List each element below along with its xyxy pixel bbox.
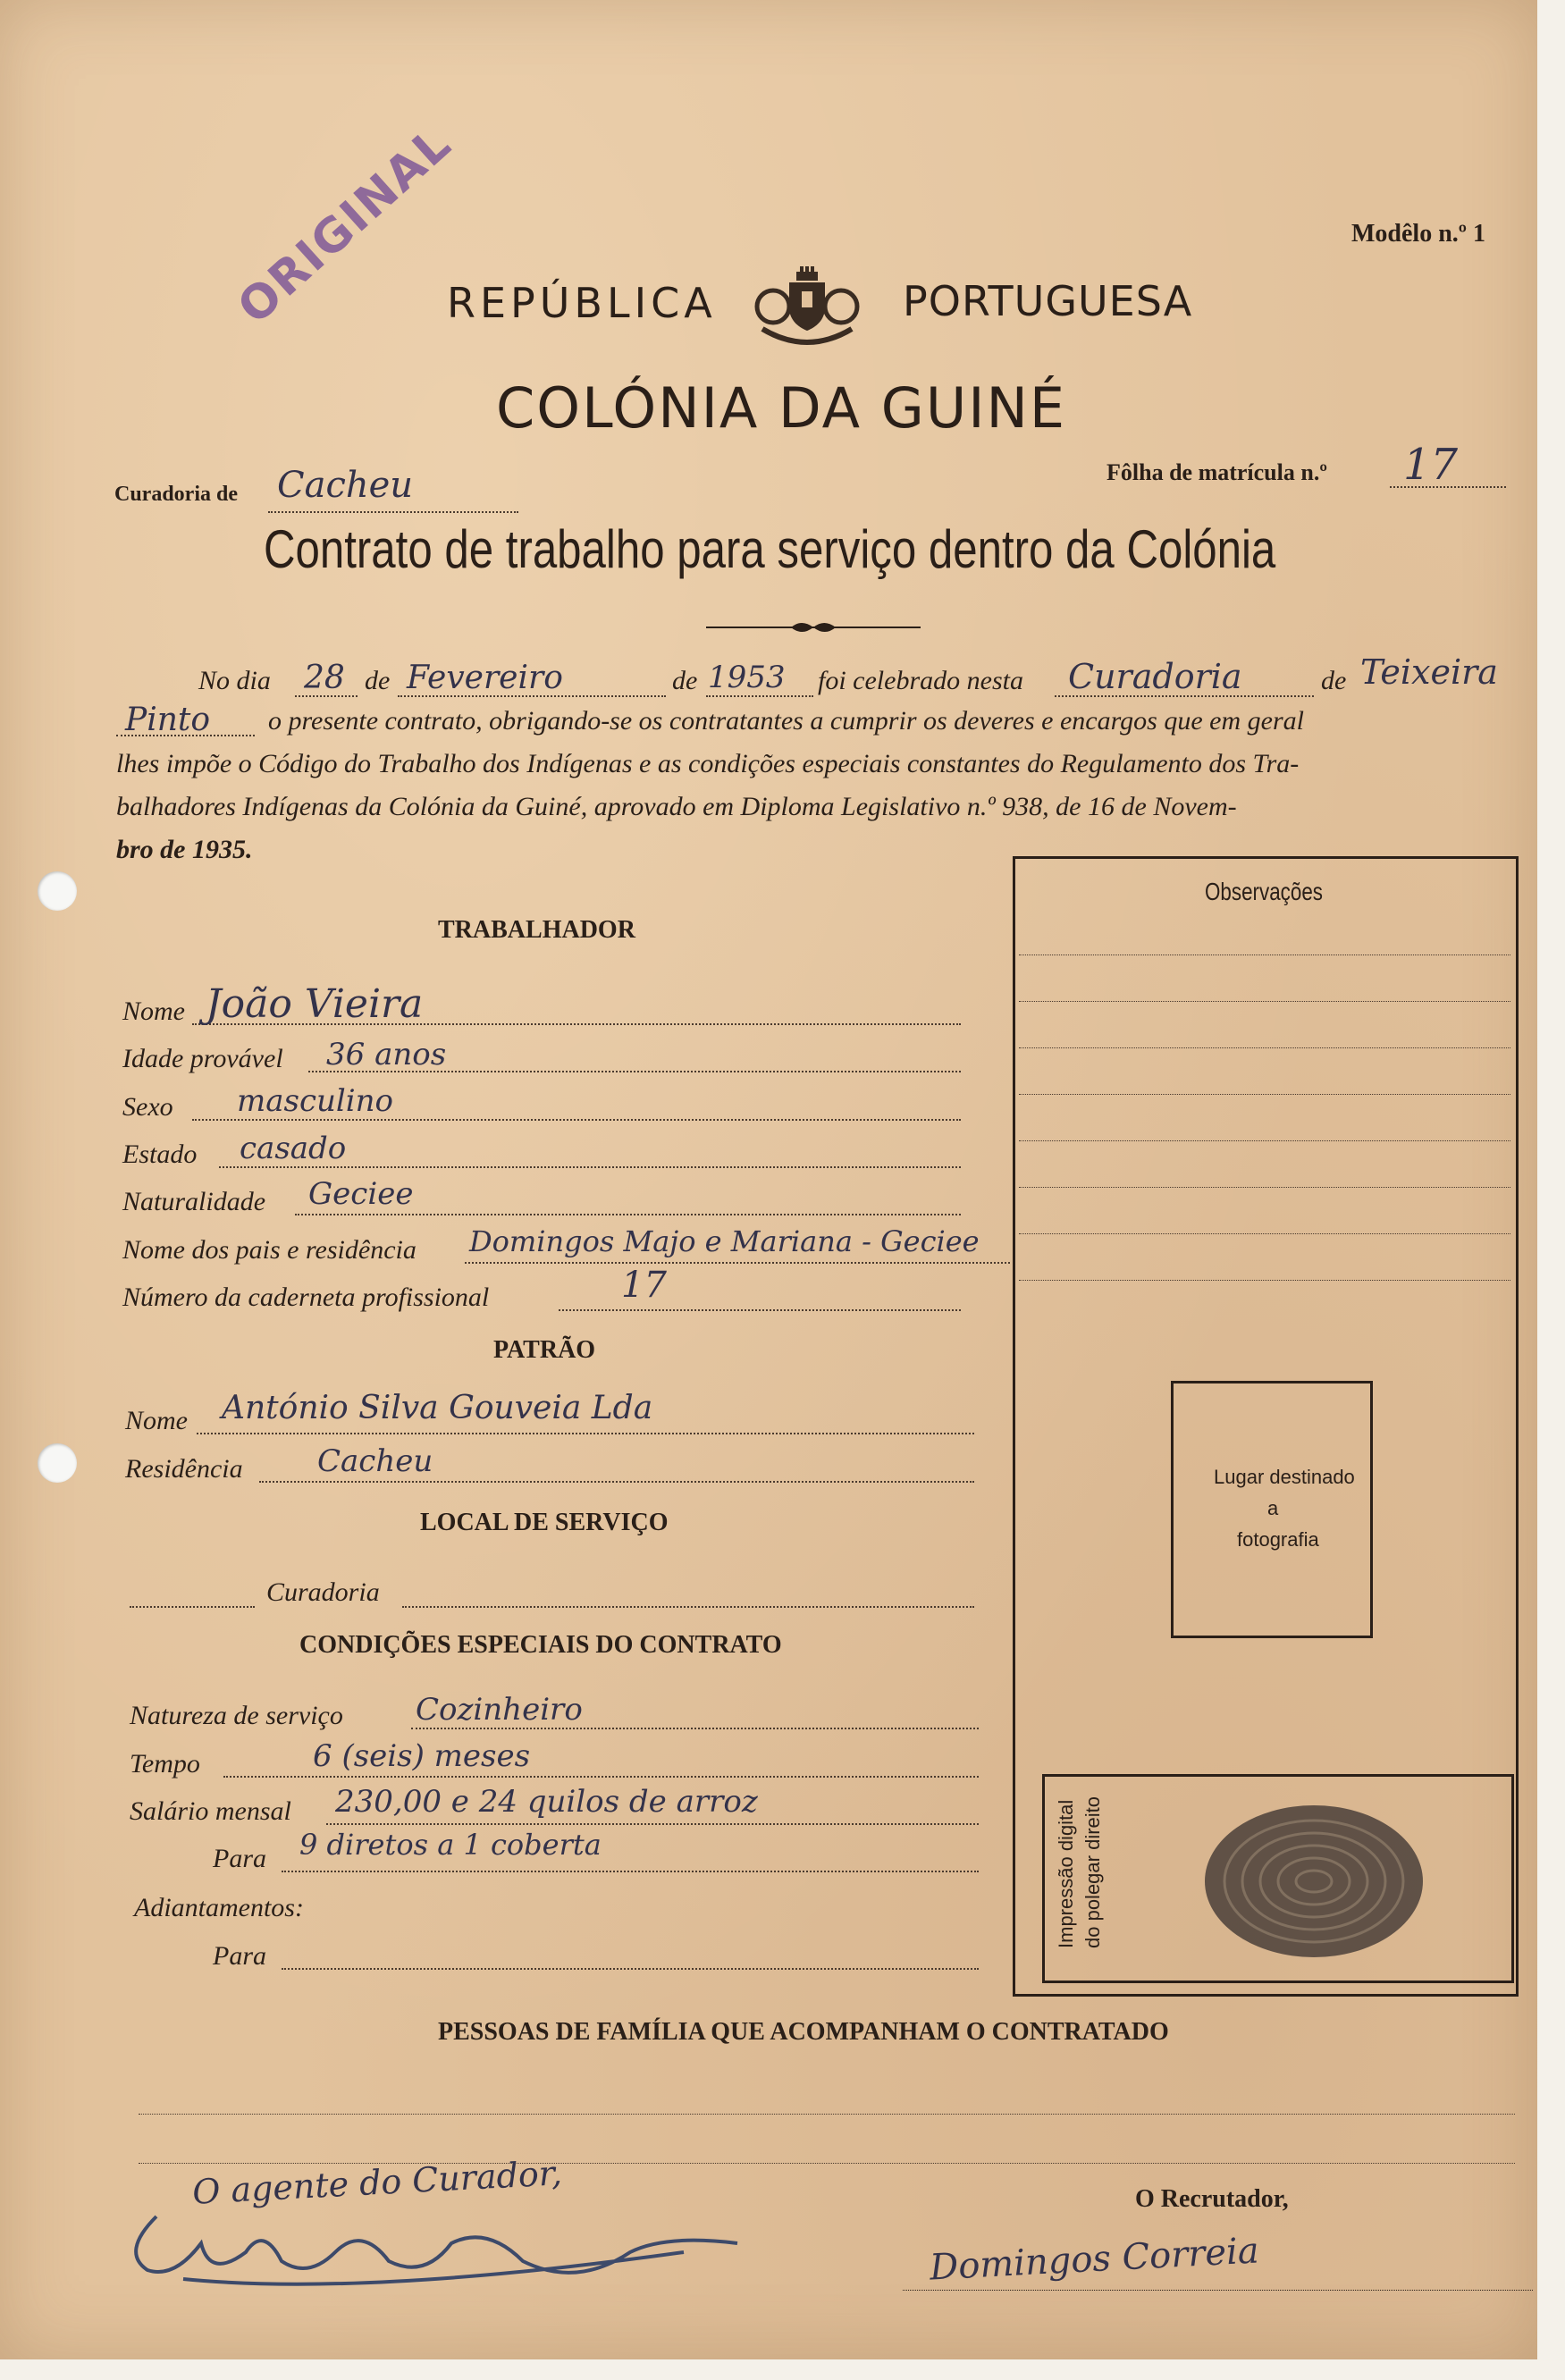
foto-line1: Lugar destinado bbox=[1214, 1466, 1355, 1488]
natureza-label: Natureza de serviço bbox=[130, 1701, 343, 1730]
para-line bbox=[282, 1871, 979, 1872]
tempo-value: 6 (seis) meses bbox=[313, 1738, 531, 1774]
adiantamentos-label: Adiantamentos: bbox=[134, 1893, 304, 1922]
agente-signature-icon bbox=[103, 2181, 800, 2306]
ano-value: 1953 bbox=[708, 660, 786, 695]
republica-right: PORTUGUESA bbox=[903, 277, 1193, 325]
estado-value: casado bbox=[240, 1131, 347, 1166]
intro-line2: o presente contrato, obrigando-se os contratantes a cumprir os deveres e encargos que em geral bbox=[268, 706, 1304, 736]
salario-line bbox=[326, 1823, 979, 1825]
ano-line bbox=[706, 695, 813, 697]
para-label: Para bbox=[213, 1844, 266, 1873]
intro-line4: balhadores Indígenas da Colónia da Guiné, aprovado em Diploma Legislativo n.º 938, de 16 de Novem- bbox=[116, 792, 1237, 821]
naturalidade-value: Geciee bbox=[308, 1176, 414, 1212]
residencia-value: Cacheu bbox=[317, 1443, 433, 1479]
residencia-line bbox=[259, 1481, 974, 1483]
salario-value: 230,00 e 24 quilos de arroz bbox=[335, 1784, 758, 1820]
para2-line bbox=[282, 1968, 979, 1970]
patrao-nome-label: Nome bbox=[125, 1406, 188, 1435]
familia-heading: PESSOAS DE FAMÍLIA QUE ACOMPANHAM O CONTRATADO bbox=[438, 2018, 1169, 2046]
nome-label: Nome bbox=[122, 997, 185, 1026]
para2-label: Para bbox=[213, 1941, 266, 1971]
curadoria-label: Curadoria de bbox=[114, 483, 238, 506]
intro-de1: de bbox=[365, 666, 391, 695]
pais-line bbox=[465, 1262, 1010, 1264]
curadoria-value: Cacheu bbox=[277, 465, 414, 506]
patrao-nome-value: António Silva Gouveia Lda bbox=[222, 1390, 653, 1426]
foto-line2: a bbox=[1267, 1497, 1279, 1519]
intro-no-dia: No dia bbox=[198, 666, 271, 695]
intro-line5: bro de 1935. bbox=[116, 835, 253, 864]
digital-line2: do polegar direito bbox=[1081, 1796, 1104, 1948]
tempo-line bbox=[223, 1776, 979, 1778]
ornament-divider-icon bbox=[706, 617, 921, 638]
caderneta-label: Número da caderneta profissional bbox=[122, 1283, 490, 1312]
dia-value: 28 bbox=[304, 660, 345, 696]
local-heading: LOCAL DE SERVIÇO bbox=[420, 1509, 669, 1536]
naturalidade-line bbox=[295, 1214, 961, 1215]
local3-value: Pinto bbox=[125, 702, 211, 738]
obs-line bbox=[1019, 1187, 1510, 1188]
colonia-title: COLÓNIA DA GUINÉ bbox=[496, 375, 1067, 441]
local-value: Curadoria bbox=[1068, 657, 1242, 696]
sexo-line bbox=[192, 1119, 961, 1121]
curadoria-line bbox=[268, 511, 518, 513]
sexo-value: masculino bbox=[237, 1083, 394, 1119]
republica-left: REPÚBLICA bbox=[447, 279, 717, 327]
folha-value: 17 bbox=[1403, 440, 1459, 490]
punch-hole bbox=[38, 871, 77, 911]
obs-line bbox=[1019, 1001, 1510, 1002]
obs-line bbox=[1019, 1094, 1510, 1095]
recrutador-signature: Domingos Correia bbox=[929, 2230, 1260, 2289]
observacoes-heading: Observações bbox=[1205, 878, 1323, 905]
sexo-label: Sexo bbox=[122, 1092, 173, 1122]
local3-line bbox=[116, 735, 255, 736]
obs-line bbox=[1019, 1233, 1510, 1234]
trabalhador-heading: TRABALHADOR bbox=[438, 916, 635, 944]
patrao-nome-line bbox=[197, 1433, 974, 1434]
obs-line bbox=[1019, 1280, 1510, 1281]
agente-text: O agente do Curador, bbox=[191, 2153, 563, 2212]
nome-value: João Vieira bbox=[206, 981, 424, 1027]
para-value: 9 diretos a 1 coberta bbox=[299, 1828, 602, 1862]
residencia-label: Residência bbox=[125, 1454, 243, 1484]
mes-value: Fevereiro bbox=[407, 660, 563, 696]
pais-value: Domingos Majo e Mariana - Geciee bbox=[469, 1224, 980, 1258]
intro-line3: lhes impõe o Código do Trabalho dos Indígenas e as condições especiais constantes do Regulamento dos Tra- bbox=[116, 749, 1300, 778]
recrutador-label: O Recrutador, bbox=[1135, 2185, 1289, 2213]
natureza-line bbox=[411, 1728, 979, 1729]
local-curadoria-label: Curadoria bbox=[266, 1577, 380, 1607]
salario-label: Salário mensal bbox=[130, 1796, 291, 1826]
obs-line bbox=[1019, 1140, 1510, 1141]
foto-line3: fotografia bbox=[1237, 1528, 1319, 1551]
estado-label: Estado bbox=[122, 1140, 198, 1169]
naturalidade-label: Naturalidade bbox=[122, 1187, 266, 1216]
natureza-value: Cozinheiro bbox=[416, 1692, 583, 1728]
model-number: Modêlo n.º 1 bbox=[1351, 220, 1486, 248]
folha-label: Fôlha de matrícula n.º bbox=[1106, 459, 1327, 485]
local-pre-line bbox=[130, 1606, 255, 1608]
tempo-label: Tempo bbox=[130, 1749, 200, 1779]
digital-line1: Impressão digital bbox=[1055, 1799, 1077, 1948]
caderneta-line bbox=[559, 1309, 961, 1311]
local2-value: Teixeira bbox=[1360, 652, 1498, 692]
intro-de3: de bbox=[1321, 666, 1347, 695]
intro-de2: de bbox=[672, 666, 698, 695]
coat-of-arms-icon bbox=[753, 266, 861, 347]
fingerprint-icon bbox=[1198, 1796, 1430, 1966]
idade-label: Idade provável bbox=[122, 1044, 283, 1073]
document-title: Contrato de trabalho para serviço dentro da Colónia bbox=[264, 519, 1276, 579]
obs-line bbox=[1019, 1047, 1510, 1048]
caderneta-value: 17 bbox=[621, 1265, 667, 1306]
intro-celebrado: foi celebrado nesta bbox=[818, 666, 1023, 695]
pais-label: Nome dos pais e residência bbox=[122, 1235, 416, 1265]
recrutador-line bbox=[903, 2290, 1533, 2291]
patrao-heading: PATRÃO bbox=[493, 1336, 596, 1364]
original-stamp: ORIGINAL bbox=[228, 116, 462, 335]
condicoes-heading: CONDIÇÕES ESPECIAIS DO CONTRATO bbox=[299, 1631, 782, 1659]
familia-line bbox=[139, 2114, 1515, 2115]
local-curadoria-line bbox=[402, 1606, 974, 1608]
punch-hole bbox=[38, 1443, 77, 1483]
estado-line bbox=[219, 1166, 961, 1168]
idade-value: 36 anos bbox=[326, 1037, 447, 1072]
